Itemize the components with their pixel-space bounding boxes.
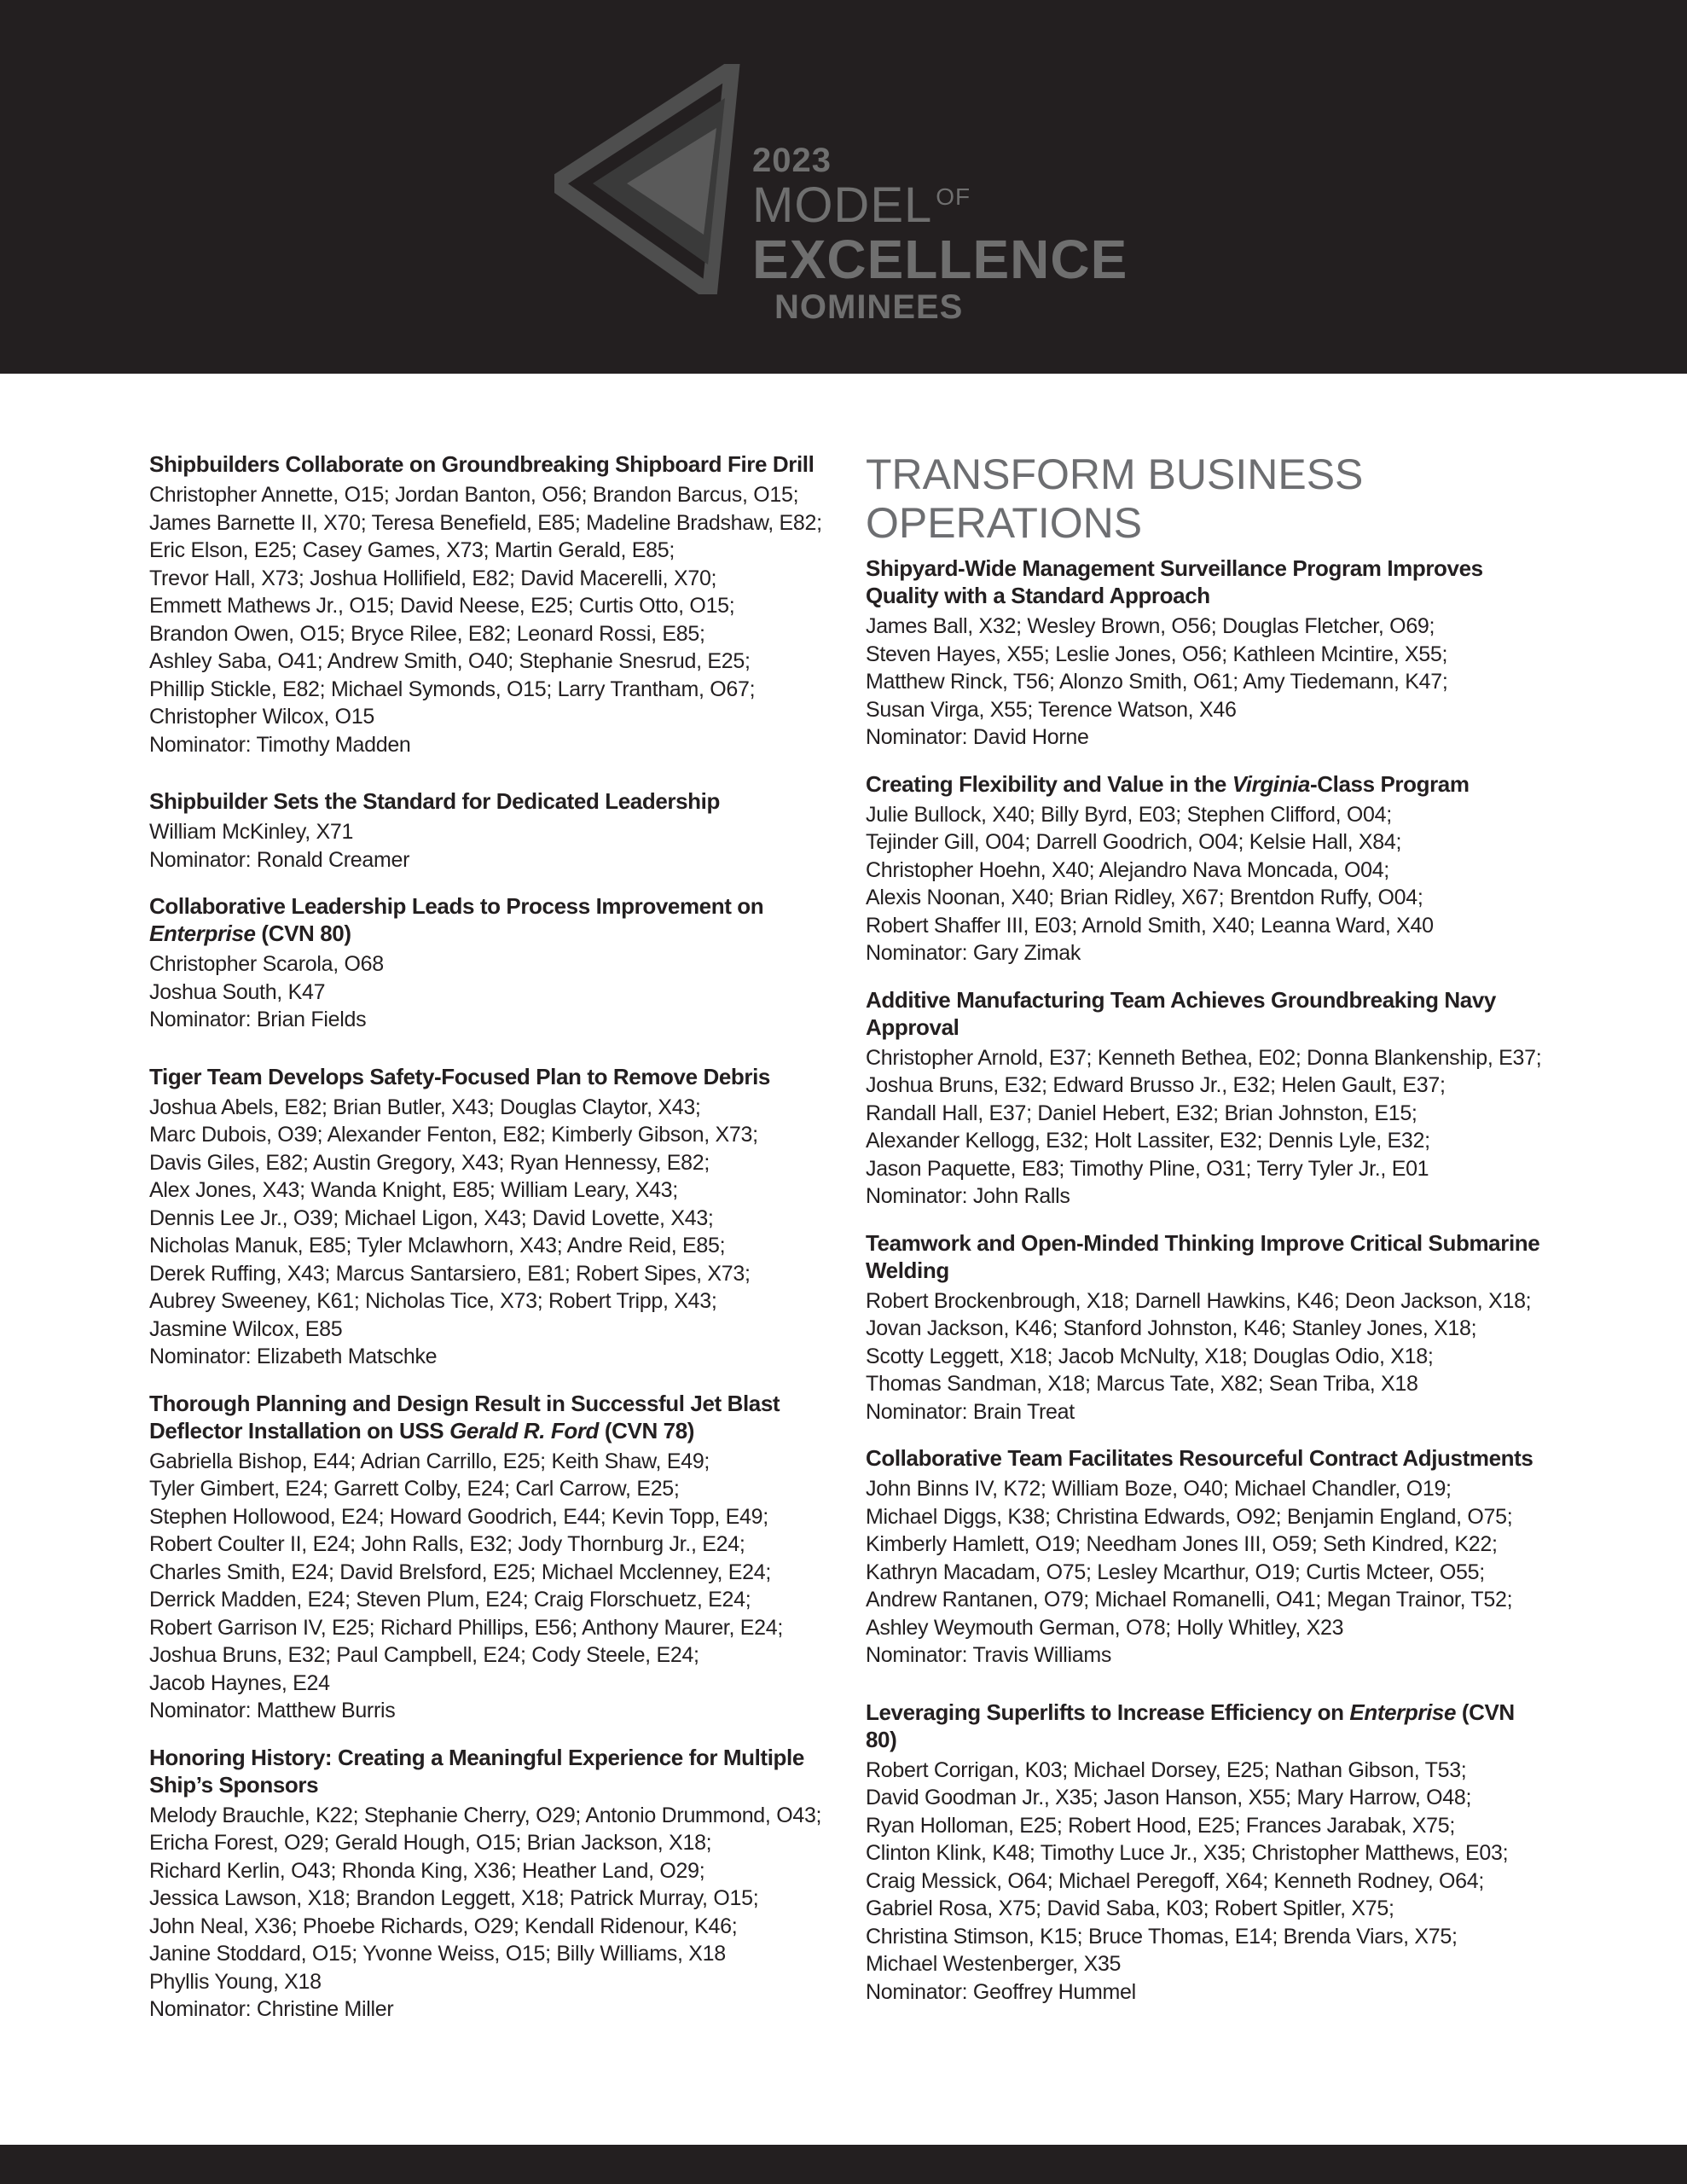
nominee-entry bbox=[149, 1744, 849, 2024]
entry-names: James Ball, X32; Wesley Brown, O56; Douglas Fletcher, O69; Steven Hayes, X55; Leslie Jones, O56; Kathleen Mcintire, X55; Matthew Rinck, T56; Alonzo Smith, O61; Amy Tiedemann, K47; Susan Virga, X55; Terence Watson, X46 bbox=[866, 614, 1448, 722]
nominee-entry bbox=[866, 1444, 1548, 1670]
entry-nominator: Nominator: David Horne bbox=[866, 725, 1089, 749]
entry-names: Melody Brauchle, K22; Stephanie Cherry, O29; Antonio Drummond, O43; Ericha Forest, O29; Gerald Hough, O15; Brian Jackson, X18; Richard Kerlin, O43; Rhonda King, X36; Heather Land, O29; Jessica Lawson, X18; Brandon Leggett, X18; Patrick Murray, O15; John Neal, X36; Phoebe Richards, O29; Kendall Ridenour, K46; Janine Stoddard, O15; Yvonne Weiss, O15; Billy Williams, X18 Phyllis Young, X18 bbox=[149, 1803, 822, 1994]
right-column bbox=[866, 450, 1548, 2024]
ship-name: Gerald R. Ford bbox=[449, 1417, 600, 1443]
entry-title: Thorough Planning and Design Result in Successful Jet Blast Deflector Installation on USS Gerald R. Ford (CVN 78) bbox=[149, 1390, 780, 1443]
entry-nominator: Nominator: Geoffrey Hummel bbox=[866, 1979, 1136, 2004]
class-name: Virginia bbox=[1232, 770, 1310, 797]
entry-names: Robert Corrigan, K03; Michael Dorsey, E25; Nathan Gibson, T53; David Goodman Jr., X35; Jason Hanson, X55; Mary Harrow, O48; Ryan Holloman, E25; Robert Hood, E25; Frances Jarabak, X75; Clinton Klink, K48; Timothy Luce Jr., X35; Christopher Matthews, E03; Craig Messick, O64; Michael Peregoff, X64; Kenneth Rodney, O64; Gabriel Rosa, X75; David Saba, K03; Robert Spitler, X75; Christina Stimson, K15; Bruce Thomas, E14; Brenda Viars, X75; Michael Westenberger, X35 bbox=[866, 1757, 1509, 1976]
nominee-entry bbox=[866, 1229, 1548, 1426]
entry-names: Christopher Scarola, O68 Joshua South, K47 bbox=[149, 952, 384, 1004]
entry-title: Collaborative Team Facilitates Resourceful Contract Adjustments bbox=[866, 1445, 1533, 1471]
entry-title: Tiger Team Develops Safety-Focused Plan to Remove Debris bbox=[149, 1063, 770, 1089]
entry-names: Julie Bullock, X40; Billy Byrd, E03; Stephen Clifford, O04; Tejinder Gill, O04; Darrell Goodrich, O04; Kelsie Hall, X84; Christopher Hoehn, X40; Alejandro Nava Moncada, O04; Alexis Noonan, X40; Brian Ridley, X67; Brentdon Ruffy, O04; Robert Shaffer III, E03; Arnold Smith, X40; Leanna Ward, X40 bbox=[866, 802, 1434, 938]
logo-model: MODEL $^{OF}$ bbox=[752, 177, 971, 233]
entry-names: Christopher Arnold, E37; Kenneth Bethea, E02; Donna Blankenship, E37; Joshua Bruns, E32; Edward Brusso Jr., E32; Helen Gault, E37; Randall Hall, E37; Daniel Hebert, E32; Brian Johnston, E15; Alexander Kellogg, E32; Holt Lassiter, E32; Dennis Lyle, E32; Jason Paquette, E83; Timothy Pline, O31; Terry Tyler Jr., E01 bbox=[866, 1045, 1542, 1181]
entry-nominator: Nominator: Elizabeth Matschke bbox=[149, 1345, 438, 1368]
entry-title: Shipbuilder Sets the Standard for Dedicated Leadership bbox=[149, 788, 720, 814]
nominee-entry bbox=[866, 770, 1548, 967]
nominee-entry bbox=[149, 1063, 849, 1371]
section-heading: TRANSFORM BUSINESS OPERATIONS bbox=[866, 450, 1364, 547]
nominee-entry bbox=[149, 1390, 849, 1725]
logo-of: OF bbox=[936, 183, 971, 210]
ship-name: Enterprise bbox=[1349, 1699, 1457, 1725]
entry-title: Creating Flexibility and Value in the Virginia-Class Program bbox=[866, 770, 1470, 797]
logo-wordmark bbox=[752, 143, 1128, 324]
logo-excellence: EXCELLENCE bbox=[752, 229, 1128, 290]
entry-nominator: Nominator: Travis Williams bbox=[866, 1643, 1112, 1667]
entry-names: John Binns IV, K72; William Boze, O40; Michael Chandler, O19; Michael Diggs, K38; Christina Edwards, O92; Benjamin England, O75; Kimberly Hamlett, O19; Needham Jones III, O59; Seth Kindred, K22; Kathryn Macadam, O75; Lesley Mcarthur, O19; Curtis Mcteer, O55; Andrew Rantanen, O79; Michael Romanelli, O41; Megan Trainor, T52; Ashley Weymouth German, O78; Holly Whitley, X23 bbox=[866, 1477, 1513, 1640]
entry-names: Robert Brockenbrough, X18; Darnell Hawkins, K46; Deon Jackson, X18; Jovan Jackson, K46; Stanford Johnston, K46; Stanley Jones, X18; Scotty Leggett, X18; Jacob McNulty, X18; Douglas Odio, X18; Thomas Sandman, X18; Marcus Tate, X82; Sean Triba, X18 bbox=[866, 1288, 1532, 1396]
logo-nominees: NOMINEES bbox=[774, 288, 964, 326]
entry-names: William McKinley, X71 bbox=[149, 820, 354, 844]
entry-title: Collaborative Leadership Leads to Process Improvement on Enterprise (CVN 80) bbox=[149, 893, 764, 946]
entry-nominator: Nominator: Gary Zimak bbox=[866, 941, 1081, 965]
header-banner bbox=[0, 0, 1687, 374]
entry-names: Joshua Abels, E82; Brian Butler, X43; Douglas Claytor, X43; Marc Dubois, O39; Alexander Fenton, E82; Kimberly Gibson, X73; Davis Giles, E82; Austin Gregory, X43; Ryan Hennessy, E82; Alex Jones, X43; Wanda Knight, E85; William Leary, X43; Dennis Lee Jr., O39; Michael Ligon, X43; David Lovette, X43; Nicholas Manuk, E85; Tyler Mclawhorn, X43; Andre Reid, E85; Derek Ruffing, X43; Marcus Santarsiero, E81; Robert Sipes, X73; Aubrey Sweeney, K61; Nicholas Tice, X73; Robert Tripp, X43; Jasmine Wilcox, E85 bbox=[149, 1095, 758, 1341]
ship-name: Enterprise bbox=[149, 921, 256, 946]
entry-title: Additive Manufacturing Team Achieves Groundbreaking Navy Approval bbox=[866, 986, 1496, 1040]
nominee-entry bbox=[866, 986, 1548, 1211]
entry-title: Honoring History: Creating a Meaningful Experience for Multiple Ship’s Sponsors bbox=[149, 1744, 804, 1798]
nominee-entry bbox=[866, 1699, 1548, 2007]
entry-title: Leveraging Superlifts to Increase Efficiency on Enterprise (CVN 80) bbox=[866, 1699, 1515, 1752]
entry-nominator: Nominator: Matthew Burris bbox=[149, 1699, 396, 1722]
triangle-logo-icon bbox=[554, 64, 759, 294]
nominee-entry bbox=[149, 787, 849, 874]
entry-nominator: Nominator: Ronald Creamer bbox=[149, 847, 410, 872]
nominee-entry bbox=[866, 555, 1548, 752]
left-column bbox=[149, 450, 849, 2042]
entry-nominator: Nominator: Timothy Madden bbox=[149, 732, 411, 757]
logo-year: 2023 bbox=[752, 142, 832, 179]
entry-nominator: Nominator: Brain Treat bbox=[866, 1399, 1075, 1424]
entry-names: Christopher Annette, O15; Jordan Banton, O56; Brandon Barcus, O15; James Barnette II, X70; Teresa Benefield, E85; Madeline Bradshaw, E82; Eric Elson, E25; Casey Games, X73; Martin Gerald, E85; Trevor Hall, X73; Joshua Hollifield, E82; David Macerelli, X70; Emmett Mathews Jr., O15; David Neese, E25; Curtis Otto, O15; Brandon Owen, O15; Bryce Rilee, E82; Leonard Rossi, E85; Ashley Saba, O41; Andrew Smith, O40; Stephanie Snesrud, E25; Phillip Stickle, E82; Michael Symonds, O15; Larry Trantham, O67; Christopher Wilcox, O15 bbox=[149, 483, 822, 729]
footer-bar bbox=[0, 2145, 1687, 2184]
entry-nominator: Nominator: Christine Miller bbox=[149, 1997, 394, 2021]
nominee-entry bbox=[149, 450, 849, 758]
entry-names: Gabriella Bishop, E44; Adrian Carrillo, E25; Keith Shaw, E49; Tyler Gimbert, E24; Garrett Colby, E24; Carl Carrow, E25; Stephen Hollowood, E24; Howard Goodrich, E44; Kevin Topp, E49; Robert Coulter II, E24; John Ralls, E32; Jody Thornburg Jr., E24; Charles Smith, E24; David Brelsford, E25; Michael Mcclenney, E24; Derrick Madden, E24; Steven Plum, E24; Craig Florschuetz, E24; Robert Garrison IV, E25; Richard Phillips, E56; Anthony Maurer, E24; Joshua Bruns, E32; Paul Campbell, E24; Cody Steele, E24; Jacob Haynes, E24 bbox=[149, 1449, 783, 1695]
entry-nominator: Nominator: Brian Fields bbox=[149, 1008, 367, 1031]
nominee-entry bbox=[149, 892, 849, 1034]
entry-title: Shipyard-Wide Management Surveillance Program Improves Quality with a Standard Approach bbox=[866, 555, 1483, 608]
entry-title: Shipbuilders Collaborate on Groundbreaking Shipboard Fire Drill bbox=[149, 451, 815, 477]
entry-title: Teamwork and Open-Minded Thinking Improve Critical Submarine Welding bbox=[866, 1229, 1540, 1283]
entry-nominator: Nominator: John Ralls bbox=[866, 1184, 1070, 1208]
